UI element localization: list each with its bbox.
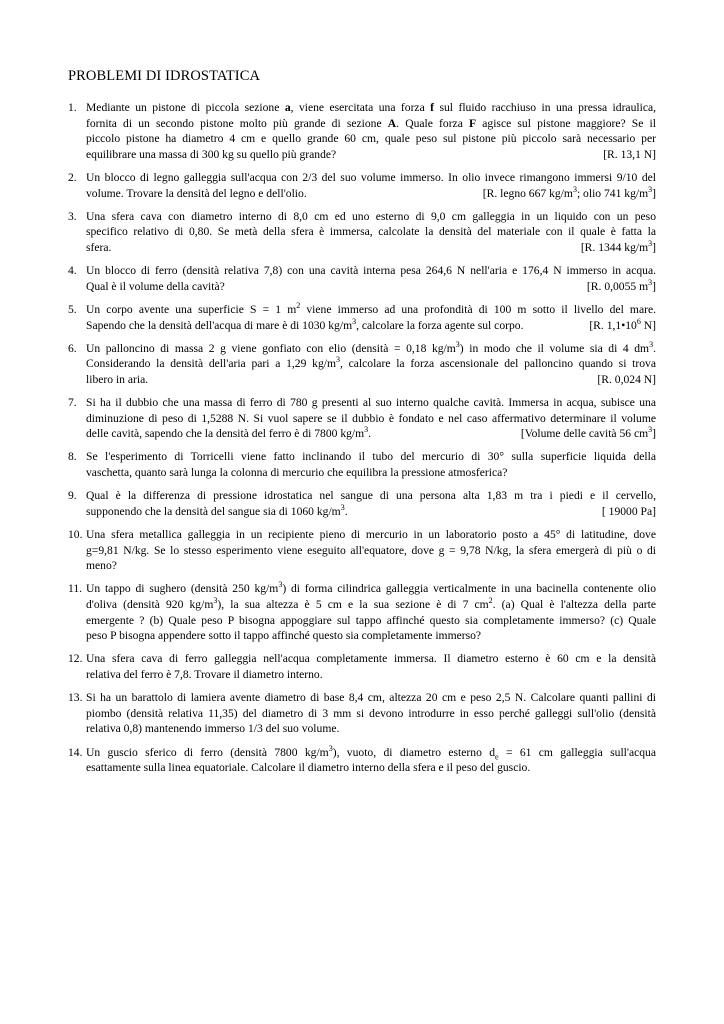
answer-text: [R. 0,0055 $m^3$] bbox=[586, 277, 656, 293]
problem-number: 5. bbox=[68, 302, 77, 316]
problem-text-line: Un tappo di sughero (densità 250 $kg/m^3$) di forma cilindrica galleggia verticalmente in una bacinella contenente olio bbox=[86, 580, 657, 596]
problem-text-line: Qual è la differenza di pressione idrostatica nel sangue di una persona alta 1,83 m tra i piedi e il cervello, bbox=[86, 489, 656, 503]
page-title: PROBLEMI DI IDROSTATICA bbox=[68, 68, 261, 84]
problem-item bbox=[68, 302, 656, 333]
problem-item bbox=[68, 100, 656, 162]
problem-number: 9. bbox=[68, 489, 77, 503]
problem-list bbox=[68, 100, 656, 783]
problem-item bbox=[68, 341, 656, 388]
problem-text-line: [R. 13,1 N] equilibrare una massa di 300 kg su quello più grande? bbox=[86, 147, 656, 161]
answer-text: [Volume delle cavità 56 $cm^3$] bbox=[520, 425, 656, 441]
problem-text-line: [R. 0,0055 $m^3$] Qual è il volume della cavità? bbox=[86, 277, 656, 293]
problem-number: 2. bbox=[68, 170, 77, 184]
problem-item bbox=[68, 263, 656, 294]
problem-number: 3. bbox=[68, 209, 77, 223]
problem-text-line: Si ha il dubbio che una massa di ferro di 780 g presenti al suo interno qualche cavità. Immersa in acqua, subisce una bbox=[86, 396, 656, 410]
problem-number: 13. bbox=[68, 691, 83, 705]
answer-text: [R. $1,1•10^6$ N] bbox=[589, 316, 656, 332]
problem-item bbox=[68, 690, 656, 737]
problem-text-line: Un palloncino di massa 2 g viene gonfiato con elio (densità = 0,18 $kg/m^3$) in modo che il volume sia di 4 $dm^3$. bbox=[86, 339, 656, 355]
problem-text-line: piombo (densità relativa 11,35) del diametro di 3 mm si devono introdurre in esso perché galleggi sull'olio (densità bbox=[86, 706, 656, 720]
problem-item bbox=[68, 581, 656, 643]
problem-item bbox=[68, 449, 656, 480]
answer-text: [R. legno 667 $kg/m^3$; olio 741 $kg/m^3$] bbox=[482, 184, 656, 200]
problem-text-line: Si ha un barattolo di lamiera avente diametro di base 8,4 cm, altezza 20 cm e peso 2,5 N. Calcolare quanti pallini di bbox=[86, 691, 656, 705]
problem-number: 12. bbox=[68, 652, 83, 666]
problem-text-line: peso P bisogna appendere sotto il tappo affinché questo sia completamente immerso? bbox=[86, 629, 482, 643]
answer-text: [R. 1344 $kg/m^3$] bbox=[580, 239, 656, 254]
answer-text: [ 19000 Pa] bbox=[601, 504, 656, 518]
problem-item bbox=[68, 745, 656, 776]
problem-text-line: Considerando la densità dell'aria pari a 1,29 $kg/m^3$, calcolare la forza ascensionale del palloncino quando si trova bbox=[86, 355, 656, 371]
problem-text-line: esattamente sulla linea equatoriale. Calcolare il diametro interno della sfera e il peso del guscio. bbox=[86, 761, 531, 775]
problem-text-line: Se l'esperimento di Torricelli viene fatto inclinando il tubo del mercurio di 30° sulla superficie liquida della bbox=[86, 450, 656, 464]
problem-item bbox=[68, 527, 656, 574]
problem-text-line: fornita di un secondo pistone molto più grande di sezione A. Quale forza F agisce sul pistone maggiore? Se il bbox=[86, 116, 657, 130]
problem-text-line: d'oliva (densità 920 $kg/m^3$), la sua altezza è 5 cm e la sua sezione è di 7 $cm^2$. (a) Qual è l'altezza della parte bbox=[86, 596, 656, 611]
problem-text-line: Una sfera cava con diametro interno di 8,0 cm ed uno esterno di 9,0 cm galleggia in un liquido con un peso bbox=[86, 209, 656, 223]
problem-text-line: relativa del ferro è 7,8. Trovare il diametro interno. bbox=[86, 667, 323, 681]
answer-text: [R. 0,024 N] bbox=[597, 372, 656, 386]
problem-text-line: [R. 1344 $kg/m^3$] sfera. bbox=[86, 239, 656, 254]
problem-text-line: [ 19000 Pa] supponendo che la densità del sangue sia di 1060 $kg/m^3$. bbox=[86, 502, 656, 518]
problem-text-line: vaschetta, quanto sarà lunga la colonna di mercurio che equilibra la pressione atmosferica? bbox=[86, 466, 508, 480]
problem-item bbox=[68, 488, 656, 519]
problem-item bbox=[68, 170, 656, 201]
problem-text-line: Un blocco di ferro (densità relativa 7,8) con una cavità interna pesa 264,6 N nell'aria e 176,4 N immerso in acqua. bbox=[86, 264, 656, 278]
problem-text-line: Un corpo avente una superficie S = 1 $m^2$ viene immerso ad una profondità di 100 m sotto il livello del mare. bbox=[86, 301, 657, 316]
problem-text-line: g=9,81 N/kg. Se lo stesso esperimento viene eseguito all'equatore, dove g = 9,78 N/kg, la sfera emergerà di più o di bbox=[86, 543, 656, 557]
problem-text-line: specifico relativo di 0,80. Se metà della sfera è immersa, calcolate la densità del materiale con il quale è fatta la bbox=[86, 225, 656, 239]
problem-text-line: [Volume delle cavità 56 $cm^3$] delle cavità, sapendo che la densità del ferro è di 7800 $kg/m^3$. bbox=[86, 425, 656, 441]
problem-number: 7. bbox=[68, 396, 77, 410]
problem-number: 10. bbox=[68, 528, 83, 541]
answer-text: [R. 13,1 N] bbox=[603, 147, 656, 161]
problem-text-line: meno? bbox=[86, 559, 117, 573]
problem-text-line: [R. $1,1•10^6$ N] Sapendo che la densità dell'acqua di mare è di 1030 $kg/m^3$, calcolare la forza agente sul corpo. bbox=[86, 316, 656, 332]
problem-text-line: relativa 0,8) mantenendo immerso 1/3 del suo volume. bbox=[86, 722, 340, 736]
problem-text-line: Un blocco di legno galleggia sull'acqua con 2/3 del suo volume immerso. In olio invece rimangono immersi 9/10 del bbox=[86, 170, 656, 184]
problem-text-line: emergente ? (b) Quale peso P bisogna appoggiare sul tappo affinché questo sia completamente immerso? (c) Quale bbox=[86, 613, 656, 627]
problem-text-line: [R. 0,024 N] libero in aria. bbox=[86, 372, 656, 386]
problem-number: 14. bbox=[68, 745, 83, 759]
problem-text-line: Un guscio sferico di ferro (densità 7800 $kg/m^3$), vuoto, di diametro esterno $d_e = 61$ cm galleggia sull'acqua bbox=[86, 743, 657, 761]
problem-item bbox=[68, 651, 656, 682]
problem-item bbox=[68, 395, 656, 442]
problem-number: 11. bbox=[68, 582, 83, 596]
problem-number: 6. bbox=[68, 341, 77, 355]
problem-text-line: diminuzione di peso di 1,5288 N. Si vuol sapere se il dubbio è fondato e nel caso affermativo determinare il volume bbox=[86, 411, 656, 425]
problem-number: 1. bbox=[68, 101, 77, 114]
problem-number: 4. bbox=[68, 264, 77, 278]
problem-text-line: Una sfera cava di ferro galleggia nell'acqua completamente immersa. Il diametro esterno è 60 cm e la densità bbox=[86, 652, 656, 666]
problem-text-line: [R. legno 667 $kg/m^3$; olio 741 $kg/m^3$] volume. Trovare la densità del legno e dell'olio. bbox=[86, 184, 656, 200]
problem-text-line: piccolo pistone ha diametro 4 cm e quello grande 60 cm, quale peso sul pistone più piccolo sarà necessario per bbox=[86, 132, 656, 146]
problem-number: 8. bbox=[68, 450, 77, 464]
problem-item bbox=[68, 209, 656, 256]
problem-text-line: Una sfera metallica galleggia in un recipiente pieno di mercurio in un laboratorio posto a 45° di latitudine, dove bbox=[86, 528, 656, 541]
problem-text-line: Mediante un pistone di piccola sezione a, viene esercitata una forza f sul fluido racchiuso in una pressa idraulica, bbox=[86, 101, 657, 114]
